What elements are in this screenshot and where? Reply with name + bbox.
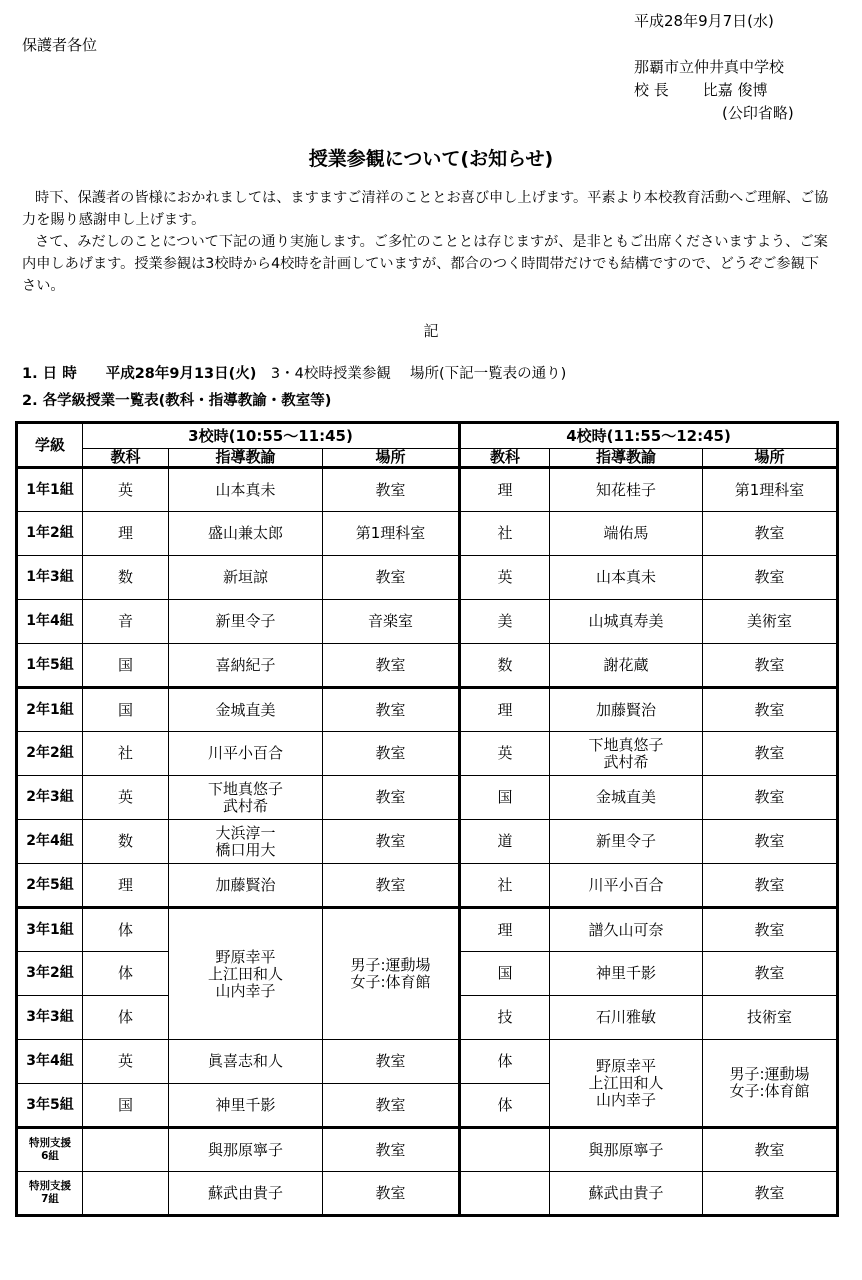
col-header-teacher: 指導教諭: [550, 449, 703, 468]
p4-subject: 美: [460, 600, 550, 644]
period3-header: 3校時(10:55～11:45): [83, 423, 460, 449]
p3-subject: 社: [83, 732, 169, 776]
principal: [634, 79, 768, 100]
class-schedule-table: [15, 421, 839, 1217]
cell-line: 男子:運動場: [729, 1065, 810, 1083]
p4-place: 教室: [703, 732, 838, 776]
p4-teacher: 山城真寿美: [550, 600, 703, 644]
principal-title: 校 長: [634, 81, 669, 99]
p4-place: 教室: [703, 1172, 838, 1216]
p3-subject: 英: [83, 1040, 169, 1084]
grade-cell: 1年3組: [17, 556, 83, 600]
p3-teacher-merged: [169, 908, 323, 1040]
table-row: [17, 556, 838, 600]
p3-subject: 英: [83, 776, 169, 820]
grade-cell: 3年4組: [17, 1040, 83, 1084]
p4-subject: 英: [460, 556, 550, 600]
p3-subject: 英: [83, 468, 169, 512]
ki-heading: 記: [423, 322, 439, 340]
p3-teacher: 山本真未: [169, 468, 323, 512]
p4-place: 教室: [703, 688, 838, 732]
grade-cell: 2年3組: [17, 776, 83, 820]
cell-line: 野原幸平: [215, 947, 276, 966]
p3-place-merged: [323, 908, 460, 1040]
principal-name: 比嘉 俊博: [702, 81, 768, 99]
p3-subject: 理: [83, 864, 169, 908]
grade-cell: 3年5組: [17, 1084, 83, 1128]
p3-teacher: [169, 776, 323, 820]
table-row: [17, 776, 838, 820]
p3-teacher: 新里令子: [169, 600, 323, 644]
p4-teacher: 加藤賢治: [550, 688, 703, 732]
p4-place: 教室: [703, 820, 838, 864]
p4-subject: 道: [460, 820, 550, 864]
p4-place: 教室: [703, 908, 838, 952]
issue-date: 平成28年9月7日(水): [634, 12, 774, 30]
p4-teacher: 神里千影: [550, 952, 703, 996]
p4-teacher: 知花桂子: [550, 468, 703, 512]
p4-teacher: 川平小百合: [550, 864, 703, 908]
p3-teacher: 金城直美: [169, 688, 323, 732]
greeting-paragraph: 時下、保護者の皆様におかれましては、ますますご清祥のこととお喜び申し上げます。平素より本校教育活動へご理解、ご協力を賜り感謝申し上げます。: [22, 190, 829, 228]
p3-subject: 音: [83, 600, 169, 644]
p3-teacher: 加藤賢治: [169, 864, 323, 908]
table-row: [17, 908, 838, 952]
p3-teacher: 蘇武由貴子: [169, 1172, 323, 1216]
grade-cell: 2年2組: [17, 732, 83, 776]
col-header-place: 場所: [323, 449, 460, 468]
grade-cell: [17, 1172, 83, 1216]
table-row: [17, 600, 838, 644]
p3-place: 教室: [323, 864, 460, 908]
p3-place: 教室: [323, 556, 460, 600]
cell-line: 女子:体育館: [350, 973, 431, 991]
cell-line: 下地真悠子: [207, 779, 283, 798]
p3-subject: 体: [83, 908, 169, 952]
p4-teacher-merged: [550, 1040, 703, 1128]
table-row: [17, 820, 838, 864]
table-row: [17, 864, 838, 908]
p4-teacher: 山本真未: [550, 556, 703, 600]
p3-place: 教室: [323, 776, 460, 820]
school-name: 那覇市立仲井真中学校: [634, 58, 785, 76]
p3-subject: 国: [83, 1084, 169, 1128]
table-row: [17, 1128, 838, 1172]
p4-place: 教室: [703, 864, 838, 908]
p4-teacher: 石川雅敏: [550, 996, 703, 1040]
p4-subject: 技: [460, 996, 550, 1040]
grade-cell: [17, 1128, 83, 1172]
cell-line: 男子:運動場: [350, 956, 431, 974]
p4-place-merged: [703, 1040, 838, 1128]
p3-place: 音楽室: [323, 600, 460, 644]
grade-cell: 1年4組: [17, 600, 83, 644]
cell-line: 橋口用大: [215, 840, 276, 859]
recipient: 保護者各位: [22, 36, 98, 54]
page-title: 授業参観について(お知らせ): [308, 148, 554, 170]
cell-line: 女子:体育館: [729, 1082, 810, 1100]
cell-line: 野原幸平: [596, 1056, 657, 1075]
p3-place: 第1理科室: [323, 512, 460, 556]
table-row: [17, 512, 838, 556]
grade-cell: 2年4組: [17, 820, 83, 864]
item1-date: 平成28年9月13日(火): [105, 366, 257, 382]
p3-place: 教室: [323, 468, 460, 512]
p4-subject: 社: [460, 864, 550, 908]
item1-detail: 3・4校時授業参観 場所(下記一覧表の通り): [270, 366, 567, 382]
item-datetime: [22, 362, 566, 383]
p3-place: 教室: [323, 732, 460, 776]
cell-line: 上江田和人: [588, 1073, 664, 1092]
p3-place: 教室: [323, 820, 460, 864]
p3-subject: 体: [83, 996, 169, 1040]
p3-teacher: 川平小百合: [169, 732, 323, 776]
p3-subject: 国: [83, 688, 169, 732]
cell-line: 特別支援: [29, 1180, 71, 1192]
p4-place: 美術室: [703, 600, 838, 644]
p4-teacher: 金城直美: [550, 776, 703, 820]
p3-teacher: 新垣諒: [169, 556, 323, 600]
p4-teacher: 新里令子: [550, 820, 703, 864]
p3-teacher: 盛山兼太郎: [169, 512, 323, 556]
grade-cell: 3年3組: [17, 996, 83, 1040]
p4-place: 第1理科室: [703, 468, 838, 512]
p3-subject: 国: [83, 644, 169, 688]
header-row-columns: [17, 449, 838, 468]
p4-place: 教室: [703, 1128, 838, 1172]
grade-cell: 1年5組: [17, 644, 83, 688]
p3-place: 教室: [323, 644, 460, 688]
p3-teacher: [169, 820, 323, 864]
col-header-teacher: 指導教諭: [169, 449, 323, 468]
p4-place: 教室: [703, 952, 838, 996]
grade-cell: 1年1組: [17, 468, 83, 512]
table-row: [17, 732, 838, 776]
p4-subject: 理: [460, 908, 550, 952]
table-row: [17, 1040, 838, 1084]
p3-place: 教室: [323, 1128, 460, 1172]
p4-subject: [460, 1128, 550, 1172]
p4-teacher: 端佑馬: [550, 512, 703, 556]
p3-teacher: 眞喜志和人: [169, 1040, 323, 1084]
schedule-body: [17, 423, 838, 1216]
p4-teacher: [550, 732, 703, 776]
p3-subject: 数: [83, 556, 169, 600]
p3-place: 教室: [323, 688, 460, 732]
p3-teacher: 神里千影: [169, 1084, 323, 1128]
p3-subject: [83, 1128, 169, 1172]
p4-place: 技術室: [703, 996, 838, 1040]
cell-line: 7組: [41, 1193, 59, 1205]
header-row-periods: [17, 423, 838, 449]
p3-place: 教室: [323, 1084, 460, 1128]
grade-cell: 2年1組: [17, 688, 83, 732]
grade-cell: 3年2組: [17, 952, 83, 996]
p3-subject: 理: [83, 512, 169, 556]
cell-line: 武村希: [603, 752, 649, 771]
p4-place: 教室: [703, 776, 838, 820]
p3-subject: 体: [83, 952, 169, 996]
item-schedule-heading: 2. 各学級授業一覧表(教科・指導教諭・教室等): [22, 393, 332, 409]
p3-place: 教室: [323, 1172, 460, 1216]
p4-teacher: 與那原寧子: [550, 1128, 703, 1172]
col-header-place: 場所: [703, 449, 838, 468]
cell-line: 下地真悠子: [588, 735, 664, 754]
cell-line: 武村希: [222, 796, 268, 815]
p4-subject: 社: [460, 512, 550, 556]
p4-subject: 体: [460, 1040, 550, 1084]
p3-teacher: 與那原寧子: [169, 1128, 323, 1172]
seal-note: (公印省略): [722, 104, 794, 122]
p4-subject: 理: [460, 688, 550, 732]
col-header-grade: 学級: [17, 423, 83, 468]
p3-subject: 数: [83, 820, 169, 864]
p4-subject: 国: [460, 952, 550, 996]
item1-label: 1. 日 時: [22, 366, 77, 382]
p4-teacher: 譜久山可奈: [550, 908, 703, 952]
table-row: [17, 468, 838, 512]
cell-line: 山内幸子: [215, 981, 276, 1000]
notice-paragraph: さて、みだしのことについて下記の通り実施します。ご多忙のこととは存じますが、是非ともご出席くださいますよう、ご案内申しあげます。授業参観は3校時から4校時を計画していますが、都合のつく時間帯だけでも結構ですので、どうぞご参観下さい。: [22, 234, 828, 294]
period4-header: 4校時(11:55～12:45): [460, 423, 838, 449]
col-header-subject: 教科: [83, 449, 169, 468]
p4-subject: 英: [460, 732, 550, 776]
cell-line: 大浜淳一: [215, 823, 276, 842]
p4-teacher: 蘇武由貴子: [550, 1172, 703, 1216]
col-header-subject: 教科: [460, 449, 550, 468]
grade-cell: 2年5組: [17, 864, 83, 908]
p3-subject: [83, 1172, 169, 1216]
p4-subject: 体: [460, 1084, 550, 1128]
table-row: [17, 644, 838, 688]
p3-teacher: 喜納紀子: [169, 644, 323, 688]
cell-line: 山内幸子: [596, 1090, 657, 1109]
grade-cell: 3年1組: [17, 908, 83, 952]
p4-place: 教室: [703, 644, 838, 688]
table-row: [17, 688, 838, 732]
p4-place: 教室: [703, 556, 838, 600]
p4-subject: [460, 1172, 550, 1216]
p4-teacher: 謝花蔵: [550, 644, 703, 688]
table-row: [17, 1172, 838, 1216]
cell-line: 特別支援: [29, 1137, 71, 1149]
p4-subject: 理: [460, 468, 550, 512]
cell-line: 6組: [41, 1150, 59, 1162]
grade-cell: 1年2組: [17, 512, 83, 556]
p4-subject: 国: [460, 776, 550, 820]
p4-place: 教室: [703, 512, 838, 556]
cell-line: 上江田和人: [207, 964, 283, 983]
p3-place: 教室: [323, 1040, 460, 1084]
p4-subject: 数: [460, 644, 550, 688]
